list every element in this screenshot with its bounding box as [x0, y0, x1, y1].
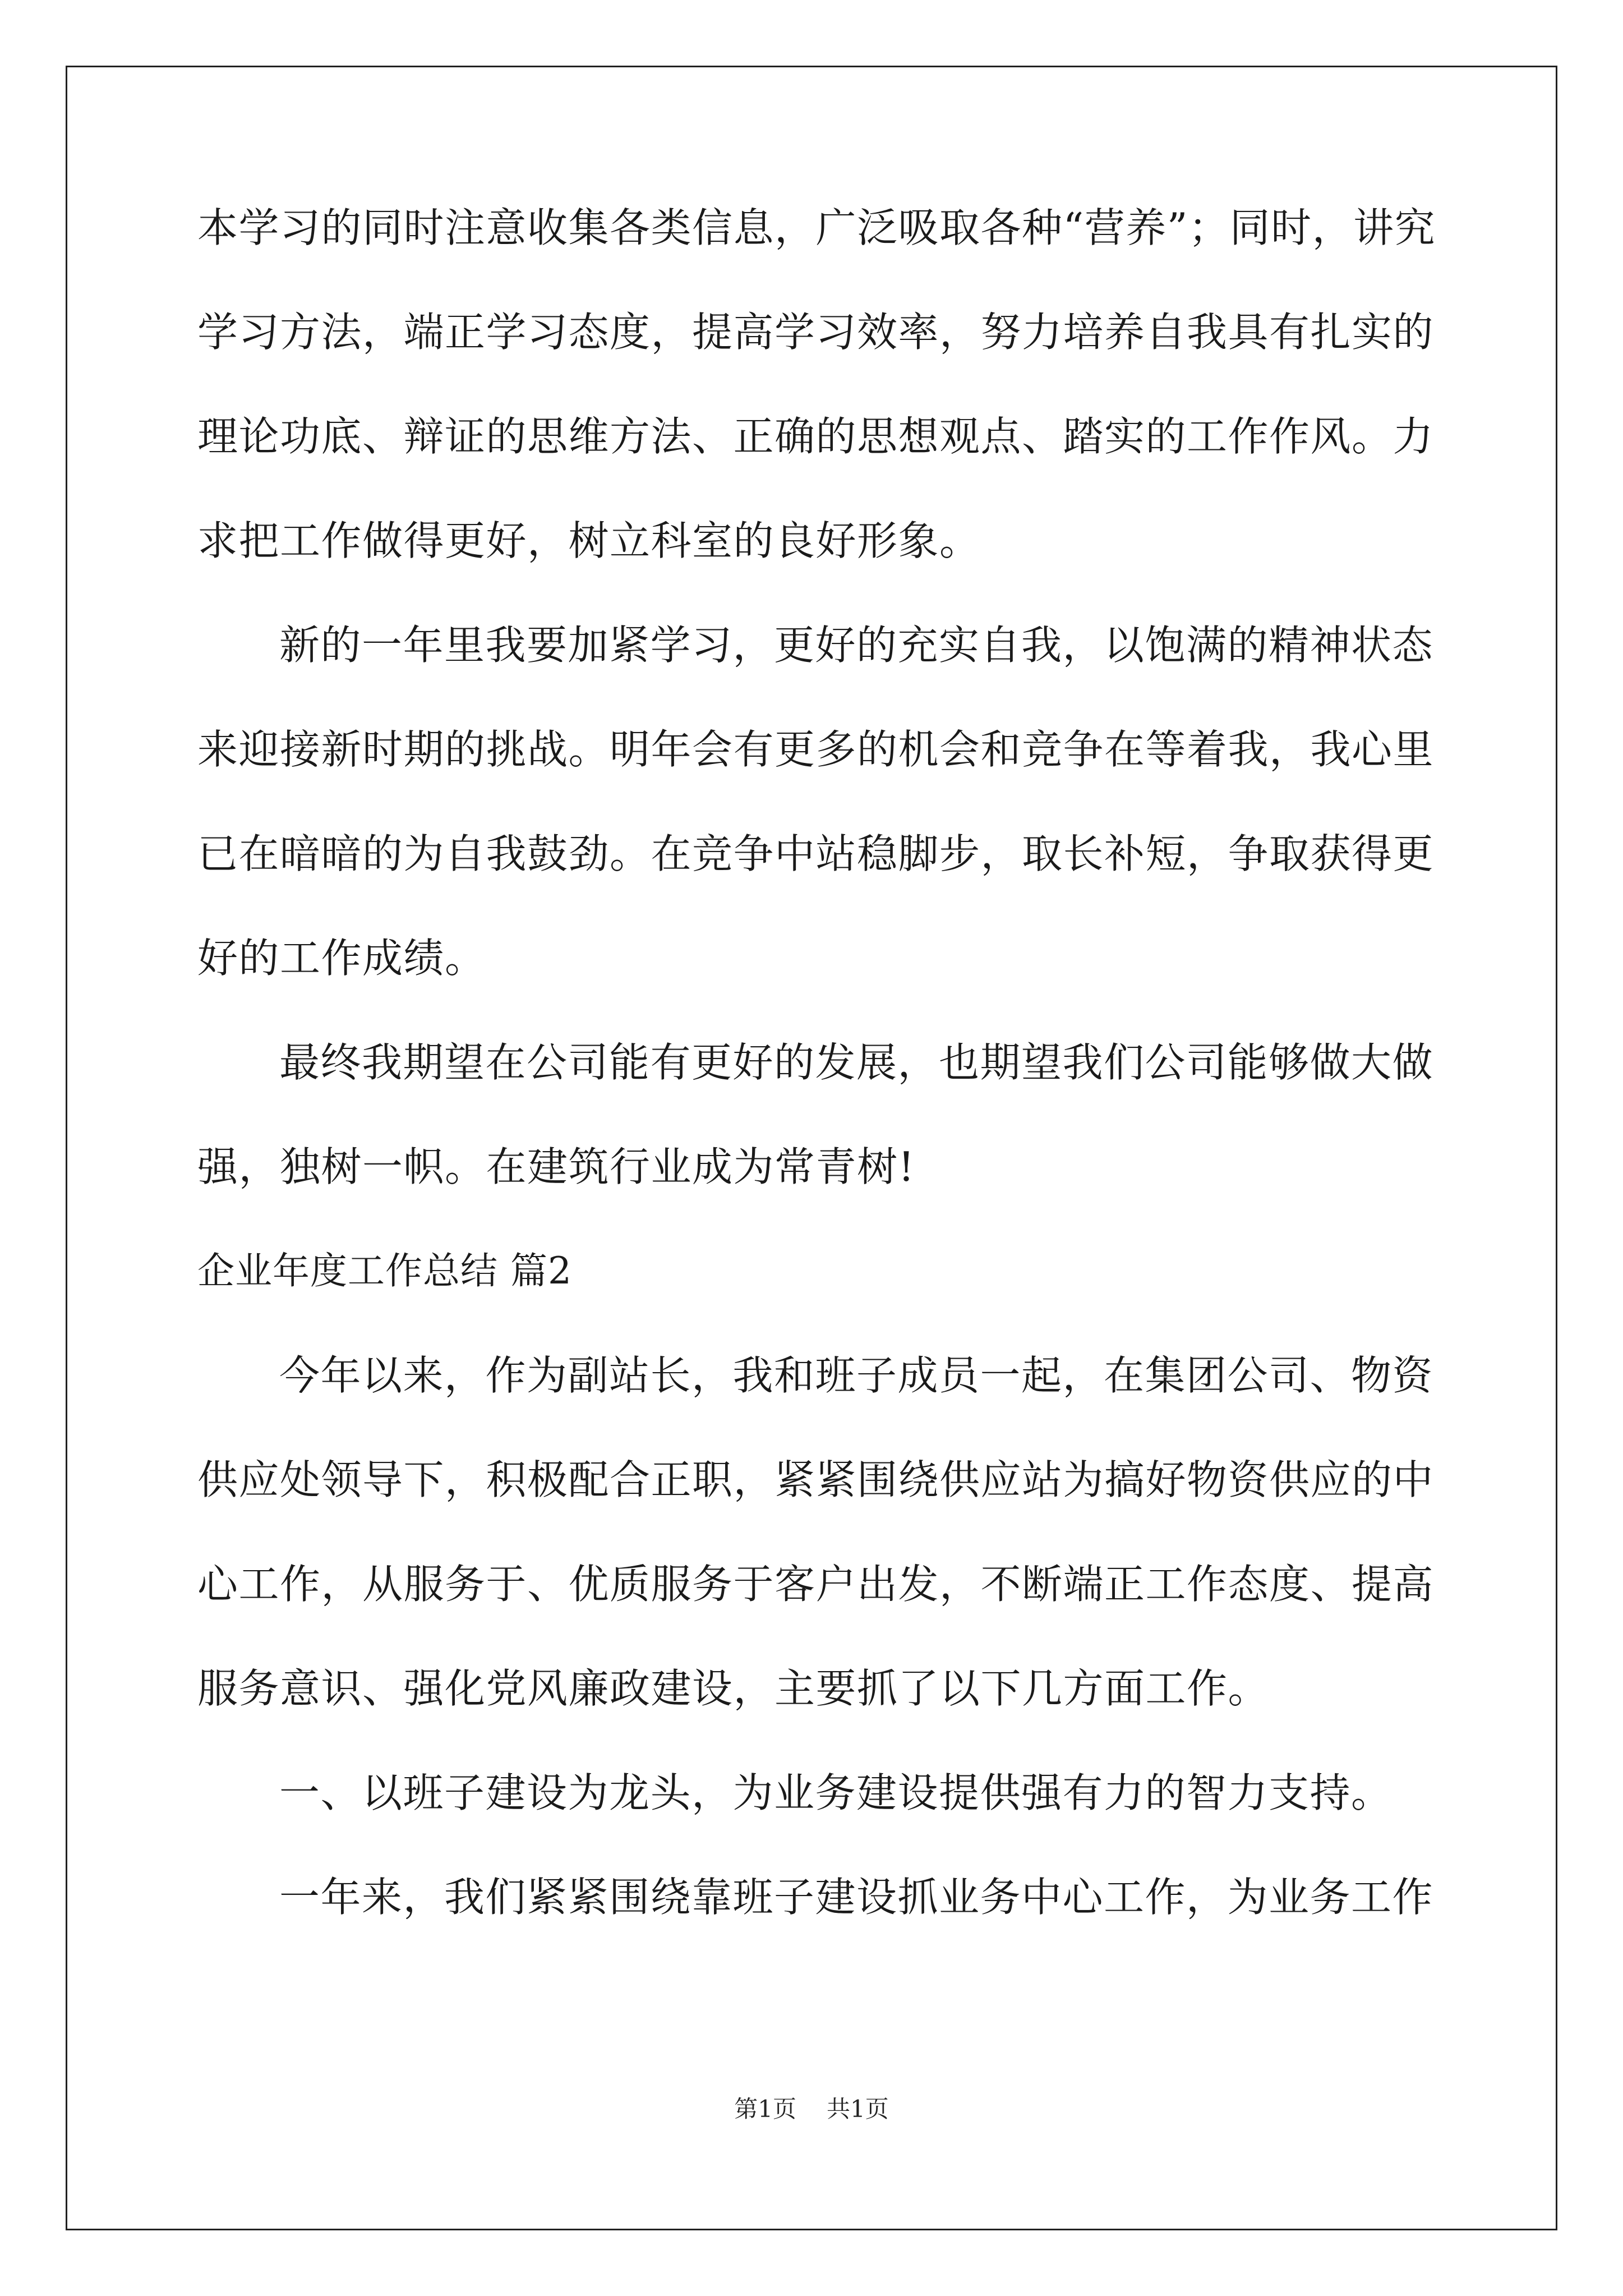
text-line: 求把工作做得更好，树立科室的良好形象。 — [197, 517, 981, 564]
document-body — [197, 201, 1436, 1975]
section-heading: 企业年度工作总结 篇2 — [197, 1249, 572, 1292]
text-line: 已在暗暗的为自我鼓劲。在竞争中站稳脚步，取长补短，争取获得更 — [197, 830, 1435, 877]
paragraph-start-line: 最终我期望在公司能有更好的发展，也期望我们公司能够做大做 — [279, 1039, 1434, 1086]
text-line: 供应处领导下，积极配合正职，紧紧围绕供应站为搞好物资供应的中 — [197, 1456, 1435, 1503]
text-line: 来迎接新时期的挑战。明年会有更多的机会和竞争在等着我，我心里 — [197, 726, 1435, 773]
text-line: 强，独树一帜。在建筑行业成为常青树! — [197, 1143, 915, 1190]
paragraph-start-line: 一年来，我们紧紧围绕靠班子建设抓业务中心工作，为业务工作 — [279, 1874, 1434, 1921]
page-number-label: 第1页 — [734, 2095, 796, 2123]
page-footer — [0, 2095, 1623, 2124]
paragraph-start-line: 新的一年里我要加紧学习，更好的充实自我，以饱满的精神状态 — [279, 622, 1434, 669]
text-line: 理论功底、辩证的思维方法、正确的思想观点、踏实的工作作风。力 — [197, 413, 1435, 460]
page-total-label: 共1页 — [827, 2095, 889, 2123]
text-line: 学习方法，端正学习态度，提高学习效率，努力培养自我具有扎实的 — [197, 309, 1435, 356]
paragraph-start-line: 今年以来，作为副站长，我和班子成员一起，在集团公司、物资 — [279, 1352, 1434, 1399]
text-line: 服务意识、强化党风廉政建设，主要抓了以下几方面工作。 — [197, 1665, 1270, 1712]
text-line: 本学习的同时注意收集各类信息，广泛吸取各种“营养”；同时，讲究 — [197, 204, 1436, 251]
text-line: 心工作，从服务于、优质服务于客户出发，不断端正工作态度、提高 — [197, 1561, 1435, 1608]
text-line: 好的工作成绩。 — [197, 935, 486, 982]
paragraph-start-line: 一、以班子建设为龙头，为业务建设提供强有力的智力支持。 — [279, 1769, 1393, 1816]
